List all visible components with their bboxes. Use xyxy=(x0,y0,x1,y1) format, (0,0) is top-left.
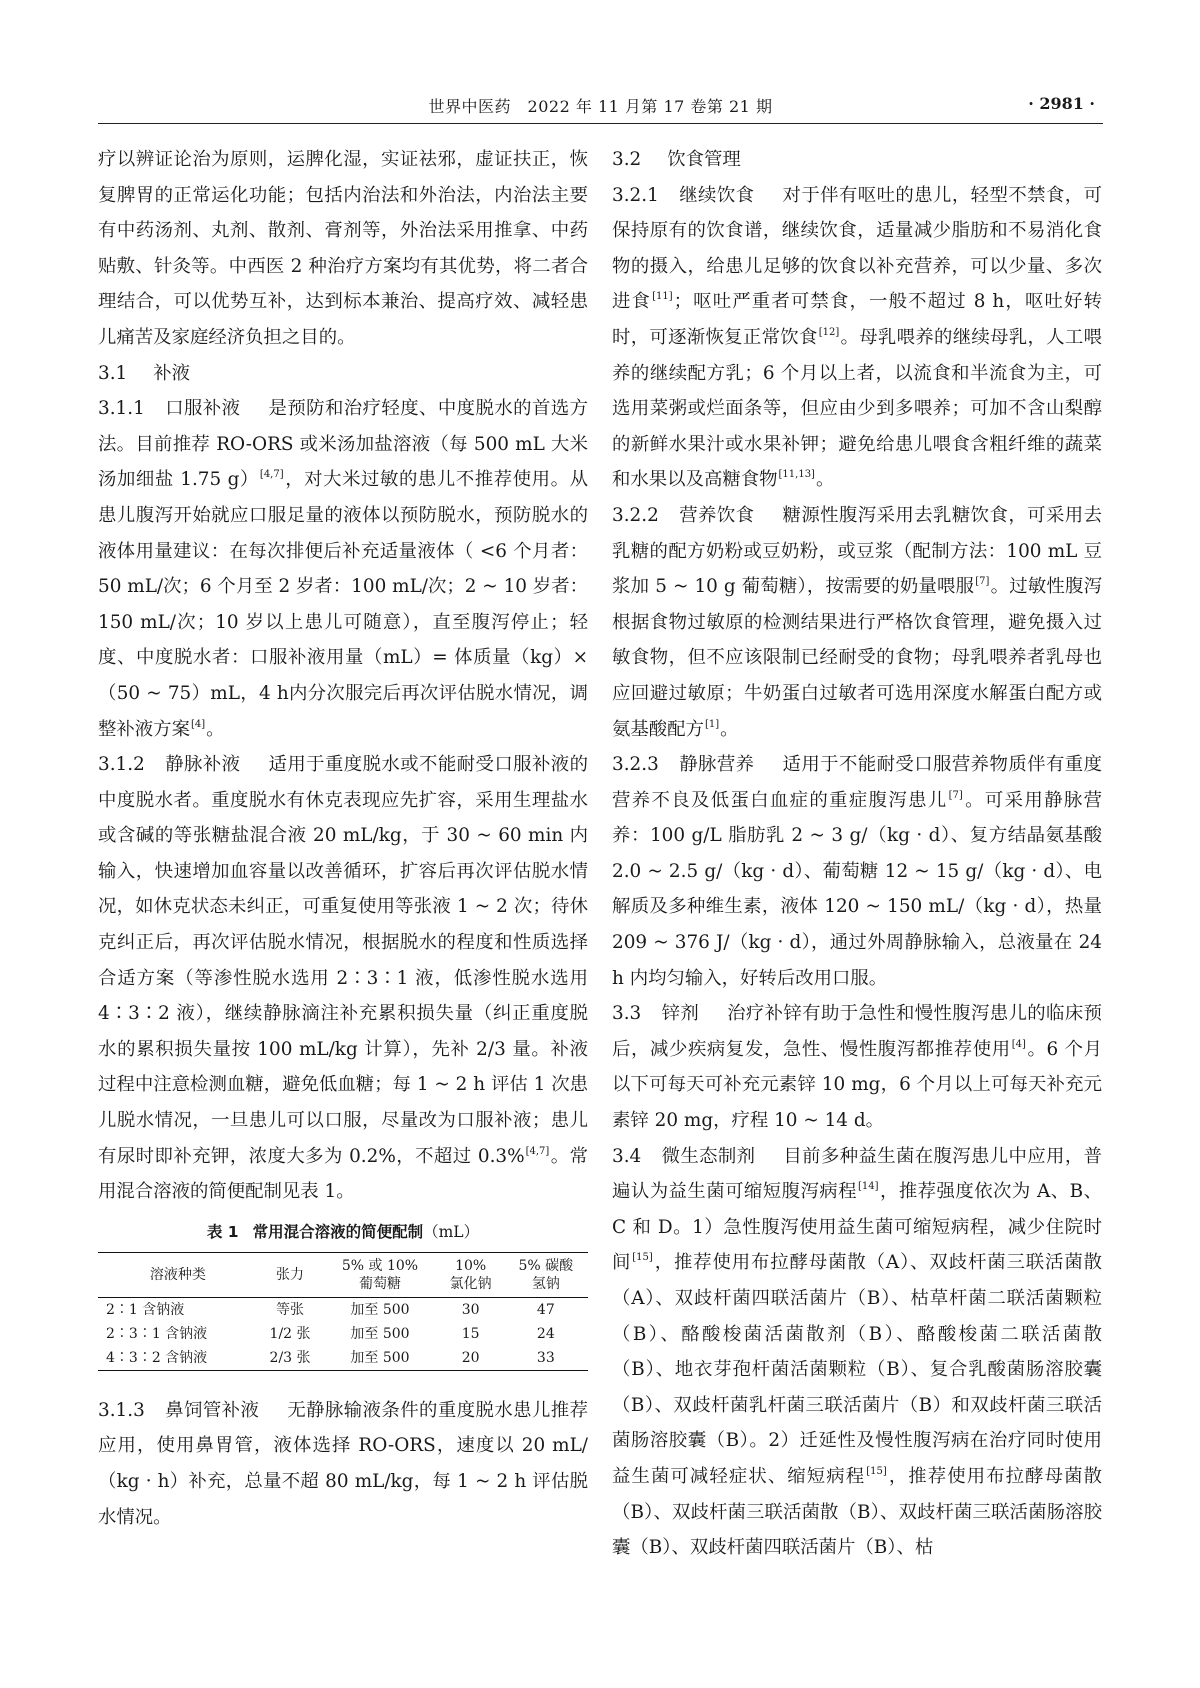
page-number: · 2981 · xyxy=(1028,94,1095,113)
paragraph-text: 适用于重度脱水或不能耐受口服补液的中度脱水者。重度脱水有休克表现应先扩容，采用生理盐水或含碱的等张糖盐混合液 20 mL/kg，于 30 ~ 60 min 内输入，快速增加血容量以改善循环，扩容后再次评估脱水情况，如休克状态未纠正，可重复使用等张液 1 ~ 2 次；待休克纠正后，再次评估脱水情况，根据脱水的程度和性质选择合适方案（等渗性脱水选用 2∶3∶1 液，低渗性脱水选用 4∶3∶2 液），继续静脉滴注补充累积损失量（纠正重度脱水的累积损失量按 100 mL/kg 计算），先补 2/3 量。补液过程中注意检测血糖，避免低血糖；每 1 ~ 2 h 评估 1 次患儿脱水情况，一旦患儿可以口服，尽量改为口服补液；患儿有尿时即补充钾，浓度大多为 0.2%，不超过 0.3% xyxy=(98,754,588,1167)
subsection-title: 营养饮食 xyxy=(678,504,755,526)
subsection-number: 3.1.1 xyxy=(98,398,145,420)
subsection-title: 鼻饲管补液 xyxy=(164,1399,260,1421)
paragraph-text: 。过敏性腹泻根据食物过敏原的检测结果进行严格饮食管理，避免摄入过敏食物，但不应该限制已经耐受的食物；母乳喂养者乳母也应回避过敏原；牛奶蛋白过敏者可选用深度水解蛋白配方或氨基酸配方 xyxy=(612,576,1102,740)
subsection-number: 3.1.2 xyxy=(98,754,145,776)
paragraph-text: 无静脉输液条件的重度脱水患儿推荐应用，使用鼻胃管，液体选择 RO-ORS，速度以 20 mL/（kg · h）补充，总量不超 80 mL/kg，每 1 ~ 2 h 评估脱水情况。 xyxy=(98,1399,588,1528)
citation: [11] xyxy=(652,291,673,303)
table-cell: 30 xyxy=(461,1301,480,1318)
paragraph-text: 适用于不能耐受口服营养物质伴有重度营养不良及低蛋白血症的重症腹泻患儿 xyxy=(612,754,1102,811)
table-caption xyxy=(98,1220,588,1242)
col-header-nacl: 10% 氯化钠 xyxy=(438,1252,504,1297)
table-title: 常用混合溶液的简便配制 xyxy=(252,1222,424,1241)
paragraph-text: 治疗补锌有助于急性和慢性腹泻患儿的临床预后，减少疾病复发，急性、慢性腹泻都推荐使用 xyxy=(612,1003,1102,1060)
paragraph-intro: 疗以辨证论治为原则，运脾化湿，实证祛邪，虚证扶正，恢复脾胃的正常运化功能；包括内治法和外治法，内治法主要有中药汤剂、丸剂、散剂、膏剂等，外治法采用推拿、中药贴敷、针灸等。中西医 2 种治疗方案均有其优势，将二者合理结合，可以优势互补，达到标本兼治、提高疗效、减轻患儿痛苦及家庭经济负担之目的。 xyxy=(98,149,588,348)
subsection-number: 3.2.2 xyxy=(612,504,659,526)
paragraph-3-1-3 xyxy=(98,1393,588,1535)
paragraph-text: ；呕吐严重者可禁食，一般不超过 8 h，呕吐好转时，可逐渐恢复正常饮食 xyxy=(612,291,1102,348)
table-cell: 2∶3∶1 含钠液 xyxy=(106,1325,208,1342)
subsection-title: 静脉营养 xyxy=(678,754,755,776)
col-header-tonicity: 张力 xyxy=(258,1252,323,1297)
col-header-nahco3: 5% 碳酸 氢钠 xyxy=(504,1252,588,1297)
table-cell: 47 xyxy=(536,1301,555,1318)
section-title: 锌剂 xyxy=(661,1003,700,1025)
section-number: 3.1 xyxy=(98,362,128,384)
section-title: 微生态制剂 xyxy=(661,1145,756,1167)
section-title: 饮食管理 xyxy=(667,149,741,170)
col-header-solution: 溶液种类 xyxy=(98,1252,258,1297)
citation: [1] xyxy=(704,718,720,730)
citation: [4] xyxy=(190,718,206,730)
citation: [7] xyxy=(975,576,990,588)
paragraph-text: ，对大米过敏的患儿不推荐使用。从患儿腹泻开始就应口服足量的液体以预防脱水，预防脱水的液体用量建议：在每次排便后补充适量液体（ <6 个月者：50 mL/次；6 个月至 2 岁者：100 mL/次；2 ~ 10 岁者：150 mL/次；10 岁以上患儿可随意），直至腹泻停止；轻度、中度脱水者：口服补液用量（mL）= 体质量（kg）×（50 ~ 75）mL，4 h内分次服完后再次评估脱水情况，调整补液方案 xyxy=(98,469,588,740)
section-heading-3-2 xyxy=(612,142,1102,178)
section-title: 补液 xyxy=(153,362,191,384)
paragraph-text: ，推荐使用布拉酵母菌散（A）、双歧杆菌三联活菌散（A）、双歧杆菌四联活菌片（B）、枯草杆菌二联活菌颗粒（B）、酪酸梭菌活菌散剂（B）、酪酸梭菌二联活菌散（B）、地衣芽孢杆菌活菌颗粒（B）、复合乳酸菌肠溶胶囊（B）、双歧杆菌乳杆菌三联活菌片（B）和双歧杆菌三联活菌肠溶胶囊（B）。2）迁延性及慢性腹泻病在治疗同时使用益生菌可减轻症状、缩短病程 xyxy=(612,1252,1102,1487)
paragraph-text: 目前多种益生菌在腹泻患儿中应用，普遍认为益生菌可缩短腹泻病程 xyxy=(612,1145,1102,1203)
table-cell: 等张 xyxy=(276,1301,305,1318)
paragraph-text: 。常用混合溶液的简便配制见表 1。 xyxy=(98,1145,588,1203)
right-column xyxy=(612,142,1102,1566)
paragraph-3-3 xyxy=(612,996,1102,1138)
citation: [4,7] xyxy=(259,469,284,481)
paragraph-text: 对于伴有呕吐的患儿，轻型不禁食，可保持原有的饮食谱，继续饮食，适量减少脂肪和不易消化食物的摄入，给患儿足够的饮食以补充营养，可以少量、多次进食 xyxy=(612,184,1102,313)
paragraph-text: 。 xyxy=(815,469,835,491)
header-rule xyxy=(98,123,1103,124)
paragraph-text: 糖源性腹泻采用去乳糖饮食，可采用去乳糖的配方奶粉或豆奶粉，或豆浆（配制方法：100 mL 豆浆加 5 ~ 10 g 葡萄糖），按需要的奶量喂服 xyxy=(612,504,1102,598)
citation: [4,7] xyxy=(525,1145,550,1157)
table-cell: 2/3 张 xyxy=(258,1346,323,1371)
paragraph-text: 。可采用静脉营养：100 g/L 脂肪乳 2 ~ 3 g/（kg · d）、复方结晶氨基酸 2.0 ~ 2.5 g/（kg · d）、葡萄糖 12 ~ 15 g/（kg · d）、电解质及多种维生素，液体 120 ~ 150 mL/（kg · d），热量 209 ~ 376 J/（kg · d），通过外周静脉输入，总液量在 24 h 内均匀输入，好转后改用口服。 xyxy=(612,789,1102,989)
section-number: 3.4 xyxy=(612,1145,642,1167)
table-cell: 1/2 张 xyxy=(269,1325,311,1342)
paragraph-text: 。6 个月以下可每天可补充元素锌 10 mg，6 个月以上可每天补充元素锌 20 mg，疗程 10 ~ 14 d。 xyxy=(612,1038,1102,1132)
table-row xyxy=(98,1297,588,1322)
citation: [15] xyxy=(866,1465,887,1477)
table-cell: 加至 500 xyxy=(350,1301,410,1318)
table-cell: 15 xyxy=(461,1325,480,1342)
table-row xyxy=(98,1322,588,1346)
table-cell: 4∶3∶2 含钠液 xyxy=(98,1346,258,1371)
table-number: 表 1 xyxy=(206,1222,239,1241)
citation: [14] xyxy=(858,1181,879,1193)
paragraph-text: 是预防和治疗轻度、中度脱水的首选方法。目前推荐 RO-ORS 或米汤加盐溶液（每 500 mL 大米汤加细盐 1.75 g） xyxy=(98,398,588,491)
paragraph-3-1-1 xyxy=(98,391,588,747)
running-header xyxy=(98,94,1103,122)
subsection-title: 继续饮食 xyxy=(678,184,755,206)
paragraph-3-2-1 xyxy=(612,178,1102,498)
paragraph-text: ，推荐强度依次为 A、B、C 和 D。1）急性腹泻使用益生菌可缩短病程，减少住院时间 xyxy=(612,1181,1102,1274)
citation: [11,13] xyxy=(778,469,815,481)
citation: [12] xyxy=(818,326,840,338)
section-heading-3-1 xyxy=(98,356,588,392)
left-column xyxy=(98,142,588,1535)
table-row xyxy=(98,1346,588,1371)
paragraph-3-2-3 xyxy=(612,747,1102,996)
table-unit: （mL） xyxy=(423,1222,480,1241)
citation: [4] xyxy=(1011,1038,1026,1050)
subsection-number: 3.1.3 xyxy=(98,1399,145,1421)
mixed-solution-table xyxy=(98,1252,588,1371)
table-header-row xyxy=(98,1252,588,1297)
table-cell: 加至 500 xyxy=(322,1346,437,1371)
subsection-title: 口服补液 xyxy=(164,398,241,420)
paragraph-text: 。 xyxy=(720,718,739,740)
section-number: 3.2 xyxy=(612,149,642,170)
table-cell: 33 xyxy=(504,1346,588,1371)
table-cell: 2∶1 含钠液 xyxy=(106,1301,185,1318)
table-cell: 20 xyxy=(438,1346,504,1371)
paragraph-text: 。母乳喂养的继续母乳，人工喂养的继续配方乳；6 个月以上者，以流食和半流食为主，可选用菜粥或烂面条等，但应由少到多喂养；可加不含山梨醇的新鲜水果汁或水果补钾；避免给患儿喂食含粗纤维的蔬菜和水果以及高糖食物 xyxy=(612,326,1102,491)
col-header-glucose: 5% 或 10% 葡萄糖 xyxy=(322,1252,437,1297)
journal-info: 世界中医药 2022 年 11 月第 17 卷第 21 期 xyxy=(428,97,773,116)
paragraph-text: ，推荐使用布拉酵母菌散（B）、双歧杆菌三联活菌散（B）、双歧杆菌三联活菌肠溶胶囊（B）、双歧杆菌四联活菌片（B）、枯 xyxy=(612,1465,1102,1559)
table-cell: 加至 500 xyxy=(350,1325,410,1342)
table-cell: 24 xyxy=(536,1325,555,1342)
paragraph-3-2-2 xyxy=(612,498,1102,747)
subsection-number: 3.2.1 xyxy=(612,184,659,206)
table-1 xyxy=(98,1220,588,1371)
subsection-title: 静脉补液 xyxy=(164,754,241,776)
subsection-number: 3.2.3 xyxy=(612,754,659,776)
section-number: 3.3 xyxy=(612,1003,642,1025)
citation: [15] xyxy=(632,1252,653,1264)
citation: [7] xyxy=(948,789,963,801)
paragraph-3-4 xyxy=(612,1139,1102,1566)
paragraph-3-1-2 xyxy=(98,747,588,1210)
paragraph-text: 。 xyxy=(206,718,225,740)
